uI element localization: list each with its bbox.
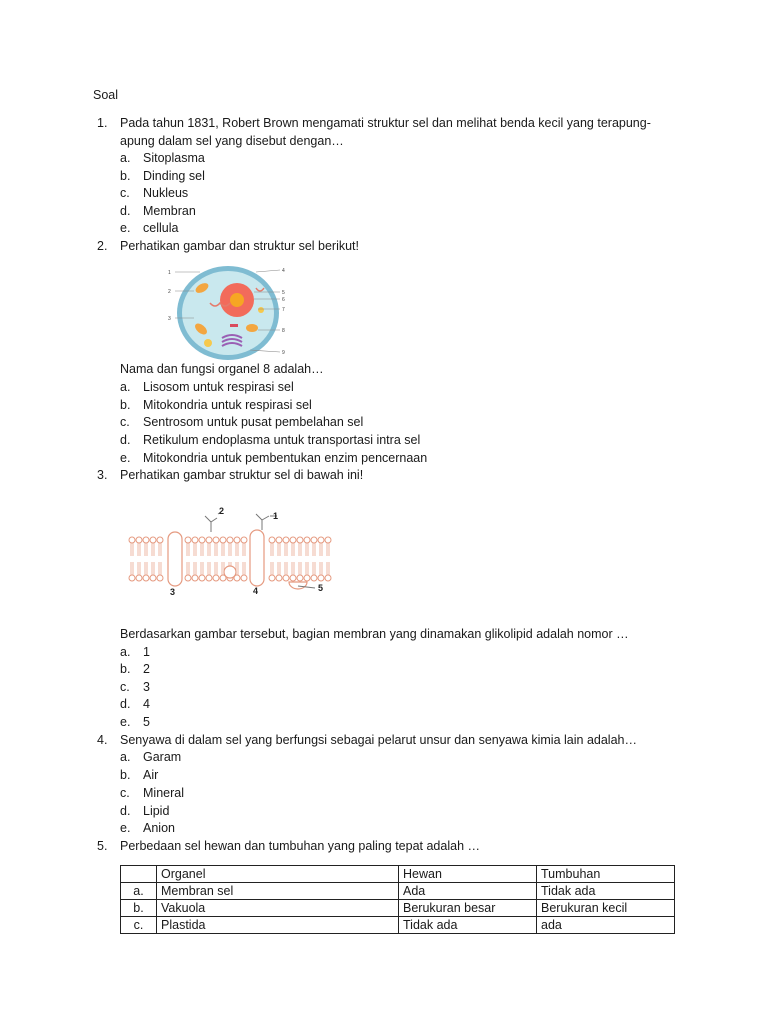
phospholipid-head bbox=[220, 537, 226, 543]
phospholipid-tail bbox=[152, 562, 154, 575]
membrane-label-5: 5 bbox=[318, 583, 324, 593]
phospholipid-tail bbox=[292, 543, 294, 556]
phospholipid-tail bbox=[292, 562, 294, 575]
phospholipid-tail bbox=[306, 562, 308, 575]
cell-label-3: 3 bbox=[168, 316, 171, 322]
phospholipid-tail bbox=[145, 562, 147, 575]
phospholipid-head bbox=[297, 537, 303, 543]
phospholipid-tail bbox=[320, 562, 322, 575]
mitochondrion bbox=[246, 324, 258, 332]
option-text: Lipid bbox=[143, 804, 170, 818]
table-cell: c. bbox=[121, 917, 157, 934]
cell-label-5: 5 bbox=[282, 290, 285, 296]
q2-number: 2. bbox=[97, 239, 108, 253]
phospholipid-head bbox=[192, 575, 198, 581]
option-text: Mitokondria untuk respirasi sel bbox=[143, 398, 312, 412]
table-cell: Berukuran besar bbox=[399, 900, 537, 917]
option-letter: b. bbox=[120, 662, 131, 676]
phospholipid-head bbox=[325, 575, 331, 581]
phospholipid-tail bbox=[215, 543, 217, 556]
phospholipid-head bbox=[269, 537, 275, 543]
option-letter: a. bbox=[120, 645, 131, 659]
phospholipid-tail bbox=[131, 543, 133, 556]
option-text: Nukleus bbox=[143, 186, 189, 200]
table-header-row bbox=[121, 866, 675, 883]
phospholipid-head bbox=[283, 575, 289, 581]
phospholipid-tail bbox=[271, 543, 273, 556]
phospholipid-tail bbox=[187, 543, 189, 556]
phospholipid-tail bbox=[222, 543, 224, 556]
phospholipid-tail bbox=[201, 562, 203, 575]
option-text: Membran bbox=[143, 204, 196, 218]
option-text: 3 bbox=[143, 680, 150, 694]
phospholipid-tail bbox=[299, 562, 301, 575]
q1-text-line2: apung dalam sel yang disebut dengan… bbox=[120, 134, 344, 148]
option-letter: d. bbox=[120, 697, 131, 711]
phospholipid-tail bbox=[243, 543, 245, 556]
phospholipid-head bbox=[199, 537, 205, 543]
lysosome bbox=[258, 307, 264, 313]
phospholipid-head bbox=[241, 575, 247, 581]
option-letter: e. bbox=[120, 451, 131, 465]
peripheral-protein bbox=[289, 582, 307, 589]
phospholipid-tail bbox=[285, 543, 287, 556]
phospholipid-head bbox=[150, 537, 156, 543]
nucleolus bbox=[230, 293, 244, 307]
table-header-cell: Organel bbox=[157, 866, 399, 883]
option-letter: c. bbox=[120, 786, 130, 800]
option-letter: c. bbox=[120, 680, 130, 694]
phospholipid-tail bbox=[327, 562, 329, 575]
phospholipid-tail bbox=[299, 543, 301, 556]
table-cell: Ada bbox=[399, 883, 537, 900]
option-text: 2 bbox=[143, 662, 150, 676]
phospholipid-tail bbox=[208, 562, 210, 575]
table-header-cell: Tumbuhan bbox=[537, 866, 675, 883]
table-row bbox=[121, 883, 675, 900]
option-letter: d. bbox=[120, 433, 131, 447]
phospholipid-head bbox=[318, 537, 324, 543]
phospholipid-tail bbox=[236, 543, 238, 556]
phospholipid-tail bbox=[138, 562, 140, 575]
option-letter: c. bbox=[120, 415, 130, 429]
phospholipid-tail bbox=[243, 562, 245, 575]
phospholipid-head bbox=[129, 537, 135, 543]
phospholipid-head bbox=[304, 537, 310, 543]
phospholipid-head bbox=[185, 575, 191, 581]
q4-text: Senyawa di dalam sel yang berfungsi sebagai pelarut unsur dan senyawa kimia lain adalah… bbox=[120, 733, 637, 747]
integral-protein bbox=[250, 530, 264, 586]
option-text: Retikulum endoplasma untuk transportasi intra sel bbox=[143, 433, 421, 447]
phospholipid-head bbox=[213, 575, 219, 581]
phospholipid-tail bbox=[201, 543, 203, 556]
table-cell: ada bbox=[537, 917, 675, 934]
table-header-cell: Hewan bbox=[399, 866, 537, 883]
phospholipid-head bbox=[185, 537, 191, 543]
option-text: 4 bbox=[143, 697, 150, 711]
table-cell: a. bbox=[121, 883, 157, 900]
phospholipid-tail bbox=[285, 562, 287, 575]
peripheral-protein bbox=[224, 566, 236, 578]
phospholipid-head bbox=[150, 575, 156, 581]
phospholipid-head bbox=[276, 575, 282, 581]
phospholipid-tail bbox=[278, 543, 280, 556]
option-letter: a. bbox=[120, 380, 131, 394]
option-text: Sentrosom untuk pusat pembelahan sel bbox=[143, 415, 364, 429]
phospholipid-tail bbox=[306, 543, 308, 556]
phospholipid-head bbox=[136, 575, 142, 581]
phospholipid-tail bbox=[229, 543, 231, 556]
option-text: Dinding sel bbox=[143, 169, 205, 183]
phospholipid-head bbox=[213, 537, 219, 543]
heading-soal: Soal bbox=[93, 88, 119, 102]
q3-number: 3. bbox=[97, 468, 108, 482]
membrane-label-3: 3 bbox=[170, 587, 176, 597]
cell-label-7: 7 bbox=[282, 307, 285, 313]
q3-text: Perhatikan gambar struktur sel di bawah ini! bbox=[120, 468, 364, 482]
cell-label-8: 8 bbox=[282, 328, 285, 334]
animal-cell-figure bbox=[160, 258, 295, 366]
option-letter: b. bbox=[120, 398, 131, 412]
table-row bbox=[121, 917, 675, 934]
q3-prompt: Berdasarkan gambar tersebut, bagian membran yang dinamakan glikolipid adalah nomor … bbox=[120, 627, 629, 641]
option-text: Sitoplasma bbox=[143, 151, 205, 165]
option-text: Lisosom untuk respirasi sel bbox=[143, 380, 294, 394]
option-letter: c. bbox=[120, 186, 130, 200]
q4-number: 4. bbox=[97, 733, 108, 747]
phospholipid-head bbox=[157, 537, 163, 543]
phospholipid-tail bbox=[320, 543, 322, 556]
table-header-cell bbox=[121, 866, 157, 883]
phospholipid-head bbox=[290, 537, 296, 543]
phospholipid-head bbox=[143, 537, 149, 543]
phospholipid-head bbox=[276, 537, 282, 543]
cell-label-9: 9 bbox=[282, 350, 285, 356]
phospholipid-head bbox=[143, 575, 149, 581]
option-letter: a. bbox=[120, 750, 131, 764]
table-cell: b. bbox=[121, 900, 157, 917]
phospholipid-tail bbox=[194, 543, 196, 556]
phospholipid-tail bbox=[131, 562, 133, 575]
q2-prompt: Nama dan fungsi organel 8 adalah… bbox=[120, 362, 324, 376]
table-cell: Berukuran kecil bbox=[537, 900, 675, 917]
phospholipid-head bbox=[311, 537, 317, 543]
phospholipid-head bbox=[311, 575, 317, 581]
q2-text: Perhatikan gambar dan struktur sel berikut! bbox=[120, 239, 360, 253]
option-text: 5 bbox=[143, 715, 150, 729]
phospholipid-head bbox=[290, 575, 296, 581]
phospholipid-tail bbox=[278, 562, 280, 575]
phospholipid-head bbox=[227, 537, 233, 543]
phospholipid-head bbox=[241, 537, 247, 543]
phospholipid-tail bbox=[313, 543, 315, 556]
cell-membrane-figure bbox=[125, 500, 340, 600]
option-letter: e. bbox=[120, 821, 131, 835]
phospholipid-head bbox=[297, 575, 303, 581]
phospholipid-tail bbox=[187, 562, 189, 575]
phospholipid-head bbox=[199, 575, 205, 581]
phospholipid-head bbox=[136, 537, 142, 543]
option-letter: a. bbox=[120, 151, 131, 165]
phospholipid-tail bbox=[152, 543, 154, 556]
option-text: Anion bbox=[143, 821, 175, 835]
membrane-label-2: 2 bbox=[219, 506, 225, 516]
q5-text: Perbedaan sel hewan dan tumbuhan yang paling tepat adalah … bbox=[120, 839, 480, 853]
phospholipid-tail bbox=[145, 543, 147, 556]
lysosome bbox=[204, 339, 212, 347]
option-text: Mitokondria untuk pembentukan enzim pencernaan bbox=[143, 451, 428, 465]
comparison-table bbox=[120, 865, 675, 934]
option-letter: b. bbox=[120, 768, 131, 782]
table-row bbox=[121, 900, 675, 917]
phospholipid-tail bbox=[271, 562, 273, 575]
glycoprotein-chain bbox=[205, 516, 217, 532]
q1-text-line1: Pada tahun 1831, Robert Brown mengamati struktur sel dan melihat benda kecil yang terapung- bbox=[120, 116, 651, 130]
phospholipid-tail bbox=[159, 543, 161, 556]
phospholipid-head bbox=[325, 537, 331, 543]
table-cell: Vakuola bbox=[157, 900, 399, 917]
phospholipid-tail bbox=[215, 562, 217, 575]
option-text: Air bbox=[143, 768, 159, 782]
glycolipid-chain bbox=[256, 514, 269, 530]
option-text: Garam bbox=[143, 750, 182, 764]
q1-number: 1. bbox=[97, 116, 108, 130]
phospholipid-head bbox=[318, 575, 324, 581]
cell-label-4: 4 bbox=[282, 268, 285, 274]
phospholipid-tail bbox=[159, 562, 161, 575]
phospholipid-head bbox=[206, 537, 212, 543]
table-cell: Tidak ada bbox=[537, 883, 675, 900]
phospholipid-head bbox=[283, 537, 289, 543]
option-letter: d. bbox=[120, 204, 131, 218]
option-text: cellula bbox=[143, 221, 179, 235]
membrane-label-1: 1 bbox=[273, 511, 279, 521]
option-text: Mineral bbox=[143, 786, 184, 800]
phospholipid-tail bbox=[208, 543, 210, 556]
membrane-label-4: 4 bbox=[253, 586, 259, 596]
option-letter: e. bbox=[120, 715, 131, 729]
phospholipid-head bbox=[192, 537, 198, 543]
phospholipid-head bbox=[304, 575, 310, 581]
option-letter: d. bbox=[120, 804, 131, 818]
table-cell: Plastida bbox=[157, 917, 399, 934]
phospholipid-head bbox=[129, 575, 135, 581]
table-cell: Tidak ada bbox=[399, 917, 537, 934]
phospholipid-head bbox=[157, 575, 163, 581]
phospholipid-head bbox=[269, 575, 275, 581]
table-cell: Membran sel bbox=[157, 883, 399, 900]
cell-label-1: 1 bbox=[168, 270, 171, 276]
phospholipid-tail bbox=[138, 543, 140, 556]
option-letter: b. bbox=[120, 169, 131, 183]
phospholipid-tail bbox=[327, 543, 329, 556]
phospholipid-tail bbox=[313, 562, 315, 575]
option-text: 1 bbox=[143, 645, 150, 659]
option-letter: e. bbox=[120, 221, 131, 235]
centriole bbox=[230, 324, 238, 327]
integral-protein bbox=[168, 532, 182, 586]
phospholipid-tail bbox=[194, 562, 196, 575]
cell-label-6: 6 bbox=[282, 297, 285, 303]
phospholipid-head bbox=[234, 537, 240, 543]
q5-number: 5. bbox=[97, 839, 108, 853]
phospholipid-head bbox=[206, 575, 212, 581]
cell-label-2: 2 bbox=[168, 289, 171, 295]
